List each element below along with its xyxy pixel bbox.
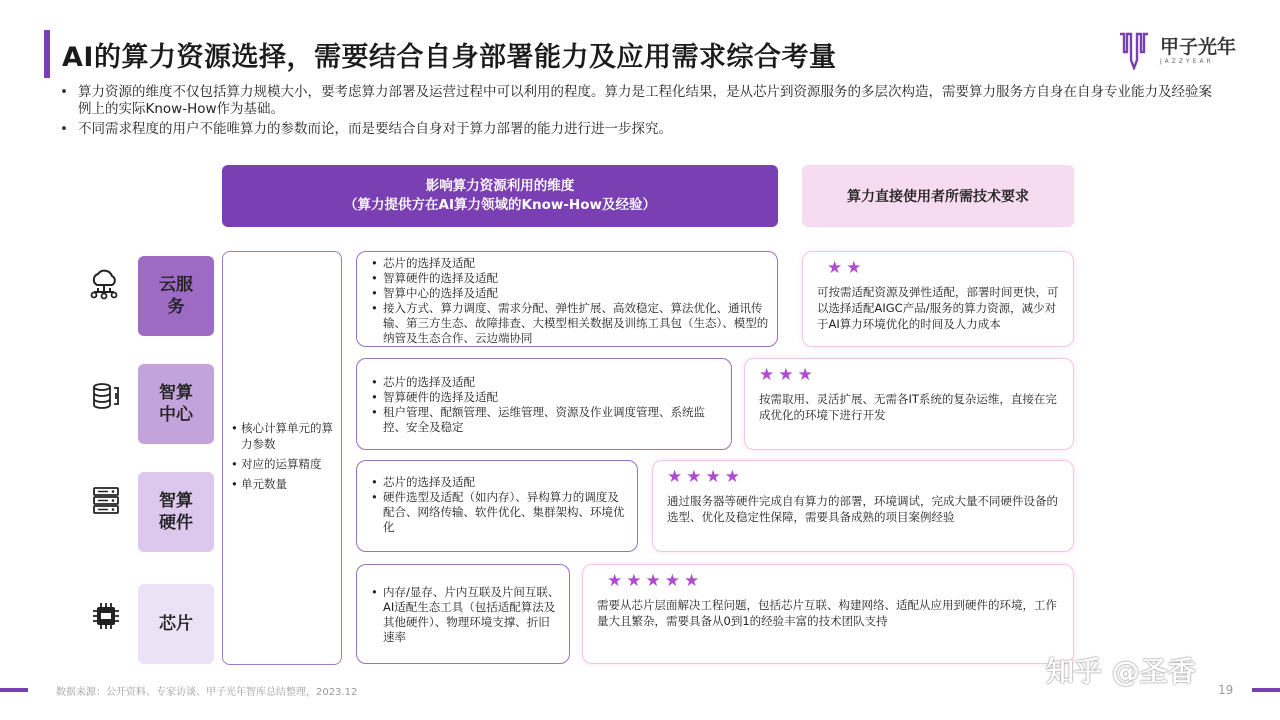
detail-item: • 芯片的选择及适配 bbox=[371, 375, 723, 390]
detail-item: • 智算硬件的选择及适配 bbox=[371, 390, 723, 405]
footer-accent-left bbox=[0, 688, 28, 692]
star-rating: ★★★ bbox=[759, 365, 817, 385]
detail-item: • 智算硬件的选择及适配 bbox=[371, 271, 769, 286]
intro-bullet: • 不同需求程度的用户不能唯算力的参数而论，而是要结合自身对于算力部署的能力进行进一步探究。 bbox=[60, 121, 1220, 138]
footer-source: 数据来源：公开资料、专家访谈、甲子光年智库总结整理，2023.12 bbox=[56, 687, 358, 698]
dimension-item: • 单元数量 bbox=[231, 476, 343, 492]
logo-mark-icon bbox=[1118, 30, 1150, 70]
tile-computing-center bbox=[138, 364, 214, 444]
requirement-text: 可按需适配资源及弹性适配，部署时间更快，可以选择适配AIGC产品/服务的算力资源，减少对于AI算力环境优化的时间及人力成本 bbox=[817, 285, 1059, 331]
star-rating: ★★★★★ bbox=[607, 571, 704, 591]
detail-item: • 租户管理、配额管理、运维管理、资源及作业调度管理、系统监控、安全及稳定 bbox=[371, 405, 723, 435]
requirement-box-computing-hardware bbox=[652, 460, 1074, 552]
requirement-text: 按需取用、灵活扩展、无需各IT系统的复杂运维，直接在完成优化的环境下进行开发 bbox=[759, 392, 1057, 422]
detail-box-cloud-service bbox=[356, 251, 778, 347]
detail-box-chip bbox=[356, 564, 570, 664]
page-number: 19 bbox=[1218, 683, 1234, 697]
star-rating: ★★★★ bbox=[667, 467, 744, 487]
star-rating: ★★ bbox=[827, 258, 866, 278]
detail-box-computing-center bbox=[356, 358, 732, 450]
intro-bullets bbox=[60, 84, 1220, 141]
tile-label: 智算中心 bbox=[159, 383, 193, 425]
tile-chip bbox=[138, 584, 214, 664]
database-icon bbox=[90, 380, 122, 412]
dimension-item: • 对应的运算精度 bbox=[231, 456, 343, 472]
detail-item: • 硬件选型及适配（如内存）、异构算力的调度及配合、网络传输、软件优化、集群架构、环境优化 bbox=[371, 490, 629, 535]
dimension-header bbox=[222, 165, 778, 227]
title-accent-bar bbox=[44, 30, 50, 78]
requirement-text: 需要从芯片层面解决工程问题，包括芯片互联、构建网络、适配从应用到硬件的环境，工作量大且繁杂，需要具备从0到1的经验丰富的技术团队支持 bbox=[597, 598, 1057, 628]
tile-label: 云服务 bbox=[159, 275, 193, 317]
dimension-item: • 核心计算单元的算力参数 bbox=[231, 420, 343, 452]
logo-subtext: JAZZYEAR bbox=[1160, 58, 1214, 65]
detail-item: • 内存/显存、片内互联及片间互联、AI适配生态工具（包括适配算法及其他硬件）、物理环境支撑、折旧速率 bbox=[371, 585, 561, 645]
tile-cloud-service bbox=[138, 256, 214, 336]
requirement-header: 算力直接使用者所需技术要求 bbox=[802, 165, 1074, 227]
page-title: AI的算力资源选择，需要结合自身部署能力及应用需求综合考量 bbox=[62, 42, 837, 73]
requirement-box-cloud-service bbox=[802, 251, 1074, 347]
tile-label: 芯片 bbox=[159, 614, 193, 634]
intro-bullet: • 算力资源的维度不仅包括算力规模大小，要考虑算力部署及运营过程中可以利用的程度。算力是工程化结果，是从芯片到资源服务的多层次构造，需要算力服务方自身在自身专业能力及经验案例上的实际Know-How作为基础。 bbox=[60, 84, 1220, 118]
server-icon bbox=[90, 484, 122, 516]
footer-accent-right bbox=[1252, 688, 1280, 692]
detail-item: • 芯片的选择及适配 bbox=[371, 256, 769, 271]
tile-computing-hardware bbox=[138, 472, 214, 552]
cloud-network-icon bbox=[88, 268, 120, 300]
detail-item: • 智算中心的选择及适配 bbox=[371, 286, 769, 301]
detail-item: • 芯片的选择及适配 bbox=[371, 475, 629, 490]
tile-label: 智算硬件 bbox=[159, 491, 193, 533]
dimension-header-line2: （算力提供方在AI算力领域的Know-How及经验） bbox=[344, 197, 656, 213]
dimension-box bbox=[222, 251, 342, 665]
logo-text: 甲子光年 bbox=[1160, 36, 1237, 58]
requirement-box-chip bbox=[582, 564, 1074, 664]
company-logo bbox=[1118, 30, 1248, 70]
chip-icon bbox=[90, 600, 122, 632]
dimension-list bbox=[231, 420, 343, 496]
dimension-header-line1: 影响算力资源利用的维度 bbox=[425, 178, 575, 194]
watermark-text: 知乎 @圣香 bbox=[1046, 655, 1196, 688]
requirement-box-computing-center bbox=[744, 358, 1074, 450]
detail-item: • 接入方式、算力调度、需求分配、弹性扩展、高效稳定、算法优化、通讯传输、第三方生态、故障排查、大模型相关数据及训练工具包（生态）、模型的纳管及生态合作、云边端协同 bbox=[371, 301, 769, 346]
detail-box-computing-hardware bbox=[356, 460, 638, 552]
requirement-text: 通过服务器等硬件完成自有算力的部署，环境调试，完成大量不同硬件设备的选型、优化及稳定性保障，需要具备成熟的项目案例经验 bbox=[667, 494, 1058, 524]
